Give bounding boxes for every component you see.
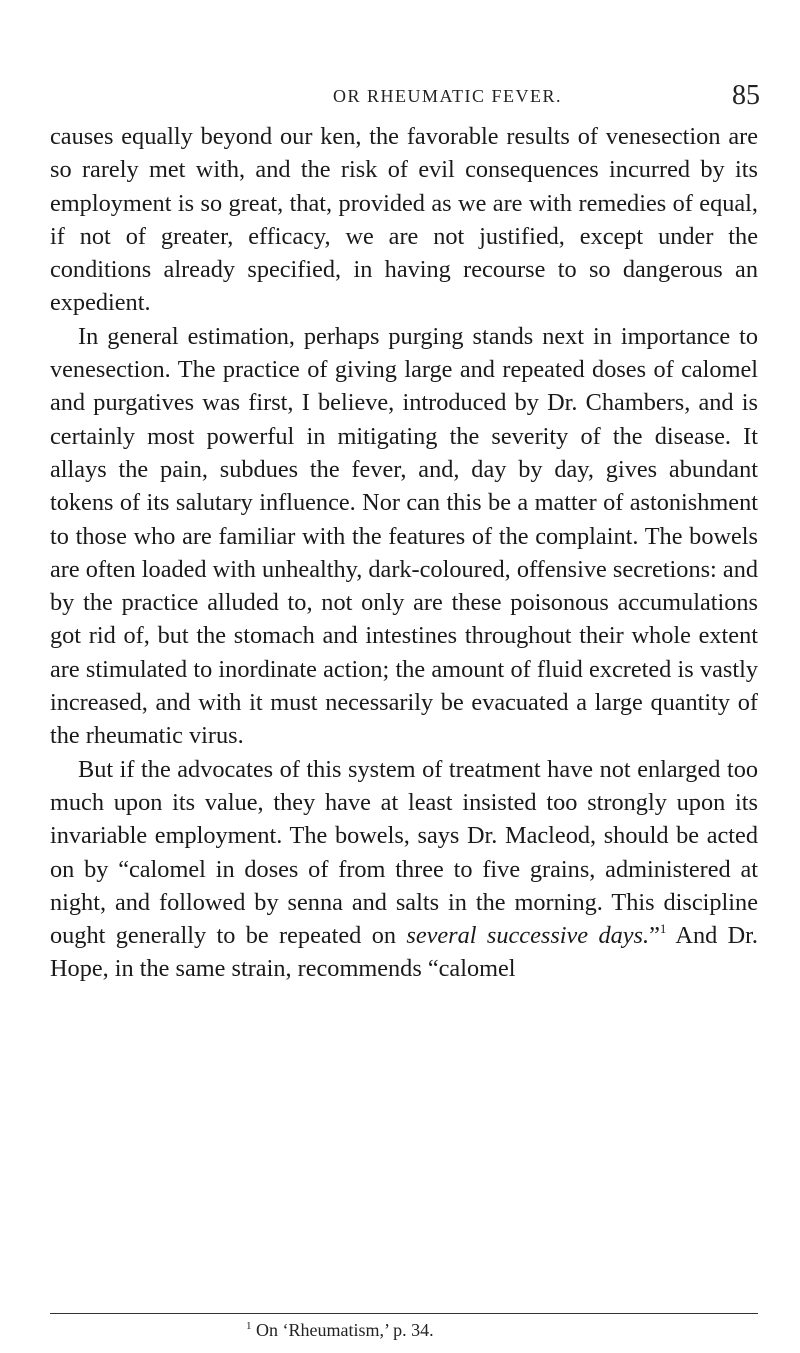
paragraph-3 xyxy=(50,753,758,986)
page-number: 85 xyxy=(732,80,760,111)
footnote-reference: 1 xyxy=(659,921,667,937)
footnote xyxy=(246,1318,434,1342)
paragraph-2: In general estimation, perhaps purging stands next in importance to venesection. The practice of giving large and repeated doses of calomel and purgatives was first, I believe, introduced by Dr. Chambers, and is certainly most powerful in mitigating the severity of the disease. It allays the pain, subdues the fever, and, day by day, gives abundant tokens of its salutary influence. Nor can this be a matter of astonishment to those who are familiar with the features of the complaint. The bowels are often loaded with unhealthy, dark-coloured, offensive secretions: and by the practice alluded to, not only are these poisonous accumulations got rid of, but the stomach and intestines throughout their whole extent are stimulated to inordinate action; the amount of fluid excreted is vastly increased, and with it must necessarily be evacuated a large quantity of the rheumatic virus. xyxy=(50,322,758,750)
footnote-marker: 1 xyxy=(246,1320,252,1332)
running-head: OR RHEUMATIC FEVER. xyxy=(332,86,562,106)
footnote-divider xyxy=(50,1313,758,1314)
page-header xyxy=(160,80,760,118)
closing-quote: ” xyxy=(649,922,660,950)
body-text xyxy=(50,120,758,986)
paragraph-3-continuation: And Dr. Hope, in the same strain, recommends “calomel xyxy=(50,922,758,983)
paragraph-3-text: But if the advocates of this system of treatment have not enlarged too much upon its value, they have at least insisted too strongly upon its invariable employment. The bowels, says Dr. Macleod, should be acted on by “calomel in doses of from three to five grains, administered at night, and followed by senna and salts in the morning. This discipline ought generally to be repeated on xyxy=(50,755,758,950)
italic-phrase: several successive days. xyxy=(406,922,650,950)
paragraph-1: causes equally beyond our ken, the favorable results of venesection are so rarely met with, and the risk of evil consequences incurred by its employment is so great, that, provided as we are with remedies of equal, if not of greater, efficacy, we are not justified, except under the conditions already specified, in having recourse to so dangerous an expedient. xyxy=(50,123,758,317)
footnote-text: On ‘Rheumatism,’ p. 34. xyxy=(251,1320,434,1340)
